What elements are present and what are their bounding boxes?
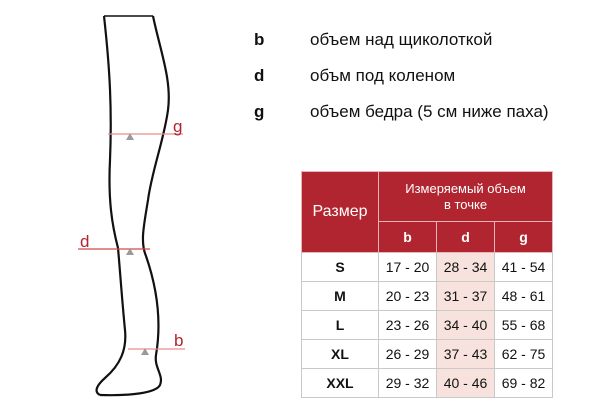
legend-key: g: [254, 102, 265, 121]
size-table: [301, 171, 553, 398]
measured-volume-header-line2: в точке: [443, 196, 488, 212]
marker-label-d: d: [80, 232, 90, 251]
value-cell-b: 26 - 29: [379, 340, 437, 369]
value-cell-g: 41 - 54: [495, 253, 553, 282]
table-row: [302, 369, 553, 398]
table-row: [302, 282, 553, 311]
size-cell: XXL: [302, 369, 379, 398]
legend-text: объем бедра (5 см ниже паха): [310, 102, 549, 121]
table-row: [302, 340, 553, 369]
value-cell-b: 20 - 23: [379, 282, 437, 311]
value-cell-d: 28 - 34: [437, 253, 495, 282]
size-column-header: Размер: [302, 172, 379, 253]
value-cell-d: 31 - 37: [437, 282, 495, 311]
value-cell-d: 34 - 40: [437, 311, 495, 340]
table-row: [302, 311, 553, 340]
size-cell: S: [302, 253, 379, 282]
column-header-b: b: [379, 222, 437, 253]
size-cell: M: [302, 282, 379, 311]
leg-outline-back: [97, 16, 126, 395]
value-cell-b: 17 - 20: [379, 253, 437, 282]
value-cell-b: 23 - 26: [379, 311, 437, 340]
legend-text: объм под коленом: [310, 66, 456, 85]
measured-volume-header: [379, 172, 553, 222]
column-header-g: g: [495, 222, 553, 253]
value-cell-g: 62 - 75: [495, 340, 553, 369]
leg-diagram: [0, 0, 300, 418]
column-header-d: d: [437, 222, 495, 253]
value-cell-g: 55 - 68: [495, 311, 553, 340]
value-cell-d: 37 - 43: [437, 340, 495, 369]
legend-key: b: [254, 30, 265, 49]
size-cell: L: [302, 311, 379, 340]
legend-text: объем над щиколоткой: [310, 30, 493, 49]
marker-label-b: b: [174, 331, 184, 350]
size-cell: XL: [302, 340, 379, 369]
value-cell-g: 69 - 82: [495, 369, 553, 398]
value-cell-d: 40 - 46: [437, 369, 495, 398]
value-cell-b: 29 - 32: [379, 369, 437, 398]
marker-label-g: g: [173, 117, 183, 136]
table-row: [302, 253, 553, 282]
measured-volume-header-line1: Измеряемый объем: [405, 180, 526, 196]
legend-key: d: [254, 66, 265, 85]
value-cell-g: 48 - 61: [495, 282, 553, 311]
